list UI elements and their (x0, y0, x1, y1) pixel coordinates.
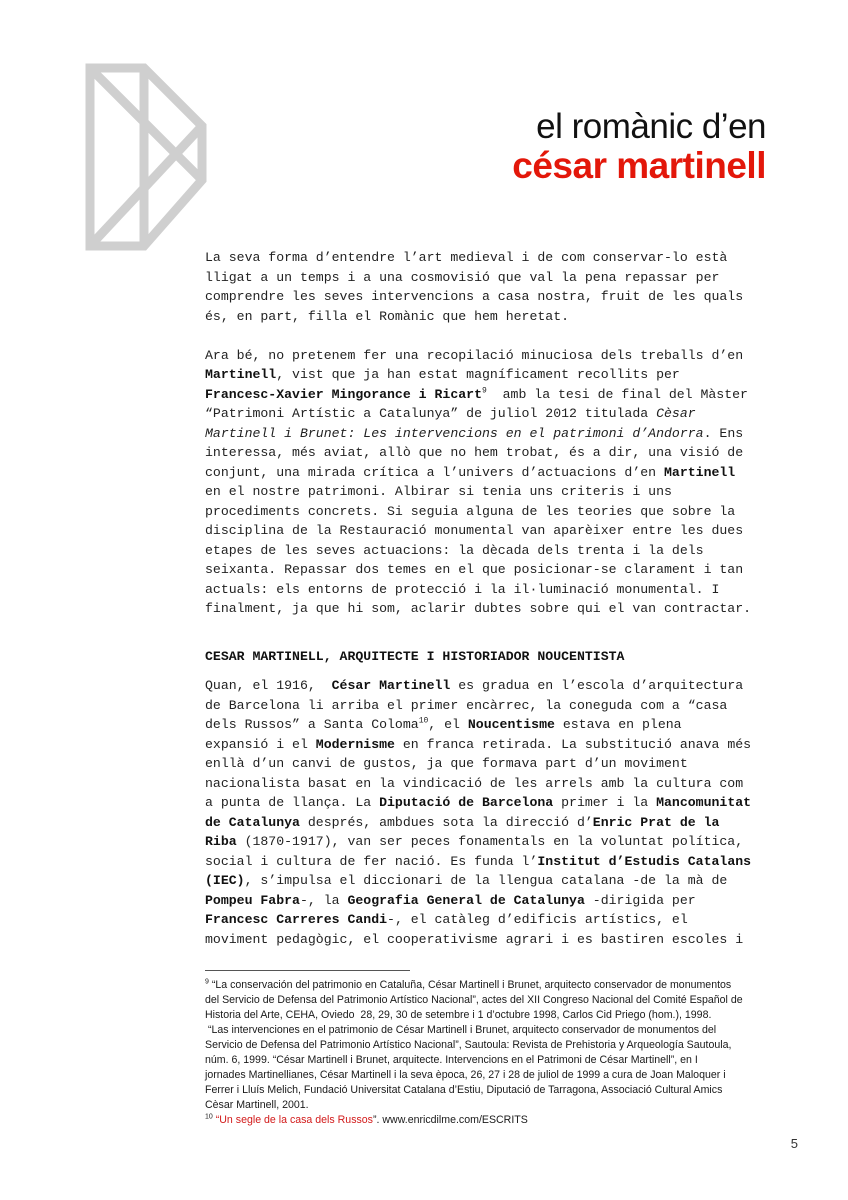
page-number: 5 (790, 1136, 798, 1151)
footnote-ref[interactable]: 9 (481, 386, 487, 396)
footnote-line: jornades Martinellianes, César Martinell i la seva època, 26, 27 i 28 de juliol de 1999 a cura de Joan Maloquer i (205, 1069, 726, 1081)
text-line: enllà d’un canvi de gustos, ja que formava part d’un moviment (205, 756, 688, 771)
text-line: Francesc-Xavier Mingorance i Ricart$^9$ amb la tesi de final del Màster (205, 386, 748, 402)
text-line: nacionalista basat en la vindicació de les arrels amb la cultura com (205, 775, 744, 791)
text-line: Martinell, vist que ja han estat magníficament recollits per (205, 367, 680, 382)
footnote-line: Servicio de Defensa del Patrimonio Artístico Nacional”, Sautoula: Revista de Prehistoria y Arqueología Sautoula, (205, 1039, 732, 1051)
title-line-2: césar martinell (512, 144, 766, 186)
text-line: expansió i el Modernisme en franca retirada. La substitució anava més (205, 736, 752, 752)
footnote-number: 10 (205, 1113, 213, 1121)
text-line: de Catalunya després, ambdues sota la direcció d’Enric Prat de la (205, 814, 720, 830)
footnote-line: $^9$ “La conservación del patrimonio en Cataluña, César Martinell i Brunet, arquitecto conservador de monumentos (205, 978, 732, 991)
text-line: dels Russos” a Santa Coloma$^{10}$, el Noucentisme estava en plena (205, 716, 682, 732)
footnote-line: $^{10}$ “Un segle de la casa dels Russos”. www.enricdilme.com/ESCRITS (205, 1113, 528, 1126)
footnote-line: del Servicio de Defensa del Patrimonio Artístico Nacional”, actes del XII Congreso Nacional del Comité Español de (205, 994, 743, 1006)
text-line: Pompeu Fabra-, la Geografia General de Catalunya -dirigida per (205, 892, 696, 908)
text-line: “Patrimoni Artístic a Catalunya” de juliol 2012 titulada Cèsar (205, 406, 696, 421)
footnote-divider (205, 970, 410, 971)
text-line: procediments concrets. Si seguia alguna de les teories que sobre la (205, 503, 736, 519)
text-line: Quan, el 1916, César Martinell es gradua en l’escola d’arquitectura (205, 678, 744, 693)
footnote-line: Ferrer i Lluís Melich, Fundació Universitat Catalana d’Estiu, Diputació de Tarragona, Associació Cultural Amics (205, 1084, 723, 1096)
text-line: (IEC), s’impulsa el diccionari de la llengua catalana -de la mà de (205, 873, 728, 888)
text-line: comprendre les seves intervencions a casa nostra, fruit de les quals (205, 289, 744, 304)
footnotes (205, 978, 805, 1128)
publication-logo-icon (82, 62, 210, 257)
text-line: seixanta. Repassar dos temes en el que posicionar-se clarament i tan (205, 562, 744, 577)
title-line-1: el romànic d’en (536, 107, 766, 146)
text-line: finalment, ja que hi som, aclarir dubtes sobre qui el van contractar. (205, 601, 752, 616)
footnote-line: Cèsar Martinell, 2001. (205, 1099, 309, 1111)
text-line: Ara bé, no pretenem fer una recopilació minuciosa dels treballs d’en (205, 347, 744, 363)
text-line: Riba (1870-1917), van ser peces fonamentals en la voluntat política, (205, 834, 744, 849)
main-text (205, 248, 800, 949)
text-line: etapes de les seves actuacions: la dècada dels trenta i la dels (205, 542, 704, 558)
text-line: en el nostre patrimoni. Albirar si tenia uns criteris i uns (205, 484, 672, 499)
text-line: és, en part, filla el Romànic que hem heretat. (205, 308, 570, 324)
text-line: Martinell i Brunet: Les intervencions en el patrimoni d’Andorra. Ens (205, 425, 744, 441)
text-line: social i cultura de fer nació. Es funda l’Institut d’Estudis Catalans (205, 853, 752, 869)
text-line: disciplina de la Restauració monumental van aparèixer entre les dues (205, 523, 744, 538)
text-line: Francesc Carreres Candi-, el catàleg d’edificis artístics, el (205, 912, 688, 927)
text-line: moviment pedagògic, el cooperativisme agrari i es bastiren escoles i (205, 931, 744, 947)
text-line: lligat a un temps i a una cosmovisió que val la pena repassar per (205, 269, 720, 285)
document-title (512, 108, 766, 186)
text-line: de Barcelona li arriba el primer encàrrec, la coneguda com a “casa (205, 697, 728, 713)
text-line: a punta de llança. La Diputació de Barcelona primer i la Mancomunitat (205, 795, 752, 810)
text-line: conjunt, una mirada crítica a l’univers d’actuacions d’en Martinell (205, 464, 736, 480)
footnote-number: 9 (205, 978, 209, 986)
footnote-line: “Las intervenciones en el patrimonio de César Martinell i Brunet, arquitecto conservador de monumentos del (205, 1024, 717, 1036)
footnote-line: núm. 6, 1999. “César Martinell i Brunet, arquitecte. Intervencions en el Patrimoni de César Martinell”, en I (205, 1054, 698, 1066)
section-heading: CESAR MARTINELL, ARQUITECTE I HISTORIADOR NOUCENTISTA (205, 648, 625, 664)
footnote-ref[interactable]: 10 (418, 716, 429, 726)
text-line: La seva forma d’entendre l’art medieval i de com conservar-lo està (205, 250, 728, 265)
text-line: actuals: els entorns de protecció i la il·luminació monumental. I (205, 581, 720, 597)
footnote-line: Historia del Arte, CEHA, Oviedo 28, 29, 30 de setembre i 1 d’octubre 1998, Carlos Cid Priego (hom.), 1998. (205, 1009, 712, 1021)
text-line: interessa, més aviat, allò que no hem trobat, és a dir, una visió de (205, 445, 744, 460)
footnote-link[interactable]: Un segle de la casa dels Russos (219, 1114, 373, 1126)
